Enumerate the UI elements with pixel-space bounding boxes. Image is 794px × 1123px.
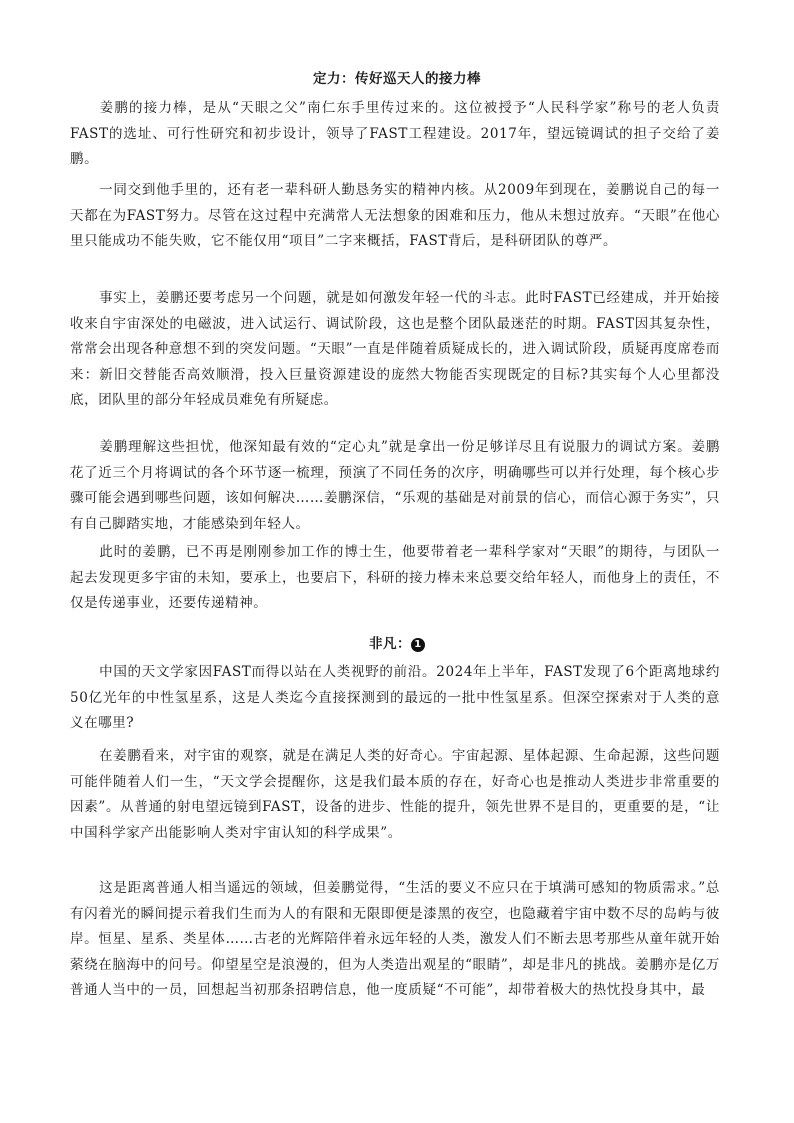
paragraph-3-text: 事实上，姜鹏还要考虑另一个问题，就是如何激发年轻一代的斗志。此时FAST已经建成，并开始接收来自宇宙深处的电磁波，进入试运行、调试阶段，这也是整个团队最迷茫的时期。FAST因其复杂性，常常会出现各种意想不到的突发问题。“天眼”一直是伴随着质疑成长的，进入调试阶段，质疑再度席卷而来：新旧交替能否高效顺滑，投入巨量资源建设的庞然大物能否实现既定的目标?其实每个人心里都没底，团队里的部分年轻成员难免有所疑虑。 [70, 290, 720, 408]
paragraph-2 [70, 178, 720, 255]
paragraph-4-text: 姜鹏理解这些担忧，他深知最有效的“定心丸”就是拿出一份足够详尽且有说服力的调试方案。姜鹏花了近三个月将调试的各个环节逐一梳理，预演了不同任务的次序，明确哪些可以并行处理，每个核心步骤可能会遇到哪些问题，该如何解决……姜鹏深信，“乐观的基础是对前景的信心，而信心源于务实”，只有自己脚踏实地，才能感染到年轻人。 [70, 439, 720, 532]
paragraph-2-text: 一同交到他手里的，还有老一辈科研人勤恳务实的精神内核。从2009年到现在，姜鹏说自己的每一天都在为FAST努力。尽管在这过程中充满常人无法想象的困难和压力，他从未想过放弃。“天眼”在他心里只能成功不能失败，它不能仅用“项目”二字来概括，FAST背后，是科研团队的尊严。 [70, 182, 720, 249]
paragraph-7 [70, 744, 720, 846]
section-heading-feifan [0, 632, 794, 652]
blank-marker-1-icon: 1 [411, 638, 425, 652]
section-heading-dingli: 定力：传好巡天人的接力棒 [313, 71, 481, 87]
paragraph-8 [70, 876, 720, 1004]
paragraph-1 [70, 96, 720, 173]
paragraph-6-text: 中国的天文学家因FAST而得以站在人类视野的前沿。2024年上半年，FAST发现了6个距离地球约50亿光年的中性氢星系，这是人类迄今直接探测到的最远的一批中性氢星系。但深空探索对于人类的意义在哪里? [70, 664, 720, 731]
paragraph-8-text: 这是距离普通人相当遥远的领域，但姜鹏觉得，“生活的要义不应只在于填满可感知的物质需求。”总有闪着光的瞬间提示着我们生而为人的有限和无限即便是漆黑的夜空，也隐藏着宇宙中数不尽的岛屿与彼岸。恒星、星系、类星体……古老的光辉陪伴着永远年轻的人类，激发人们不断去思考那些从童年就开始萦绕在脑海中的问号。仰望星空是浪漫的，但为人类造出观星的“眼睛”，却是非凡的挑战。姜鹏亦是亿万普通人当中的一员，回想起当初那条招聘信息，他一度质疑“不可能”，却带着极大的热忱投身其中，最 [70, 880, 720, 998]
paragraph-7-text: 在姜鹏看来，对宇宙的观察，就是在满足人类的好奇心。宇宙起源、星体起源、生命起源，这些问题可能伴随着人们一生，“天文学会提醒你，这是我们最本质的存在，好奇心也是推动人类进步非常重要的因素”。从普通的射电望远镜到FAST，设备的进步、性能的提升，领先世界不是目的，更重要的是，“让中国科学家产出能影响人类对宇宙认知的科学成果”。 [70, 748, 720, 841]
paragraph-4 [70, 435, 720, 537]
paragraph-3 [70, 286, 720, 414]
paragraph-5 [70, 540, 720, 617]
paragraph-5-text: 此时的姜鹏，已不再是刚刚参加工作的博士生，他要带着老一辈科学家对“天眼”的期待，与团队一起去发现更多宇宙的未知，要承上，也要启下，科研的接力棒未来总要交给年轻人，而他身上的责任，不仅是传递事业，还要传递精神。 [70, 544, 720, 611]
paragraph-1-text: 姜鹏的接力棒，是从“天眼之父”南仁东手里传过来的。这位被授予“人民科学家”称号的老人负责FAST的选址、可行性研究和初步设计，领导了FAST工程建设。2017年，望远镜调试的担子交给了姜鹏。 [70, 100, 720, 167]
paragraph-6 [70, 660, 720, 737]
section-heading-feifan-text: 非凡： [369, 636, 411, 652]
